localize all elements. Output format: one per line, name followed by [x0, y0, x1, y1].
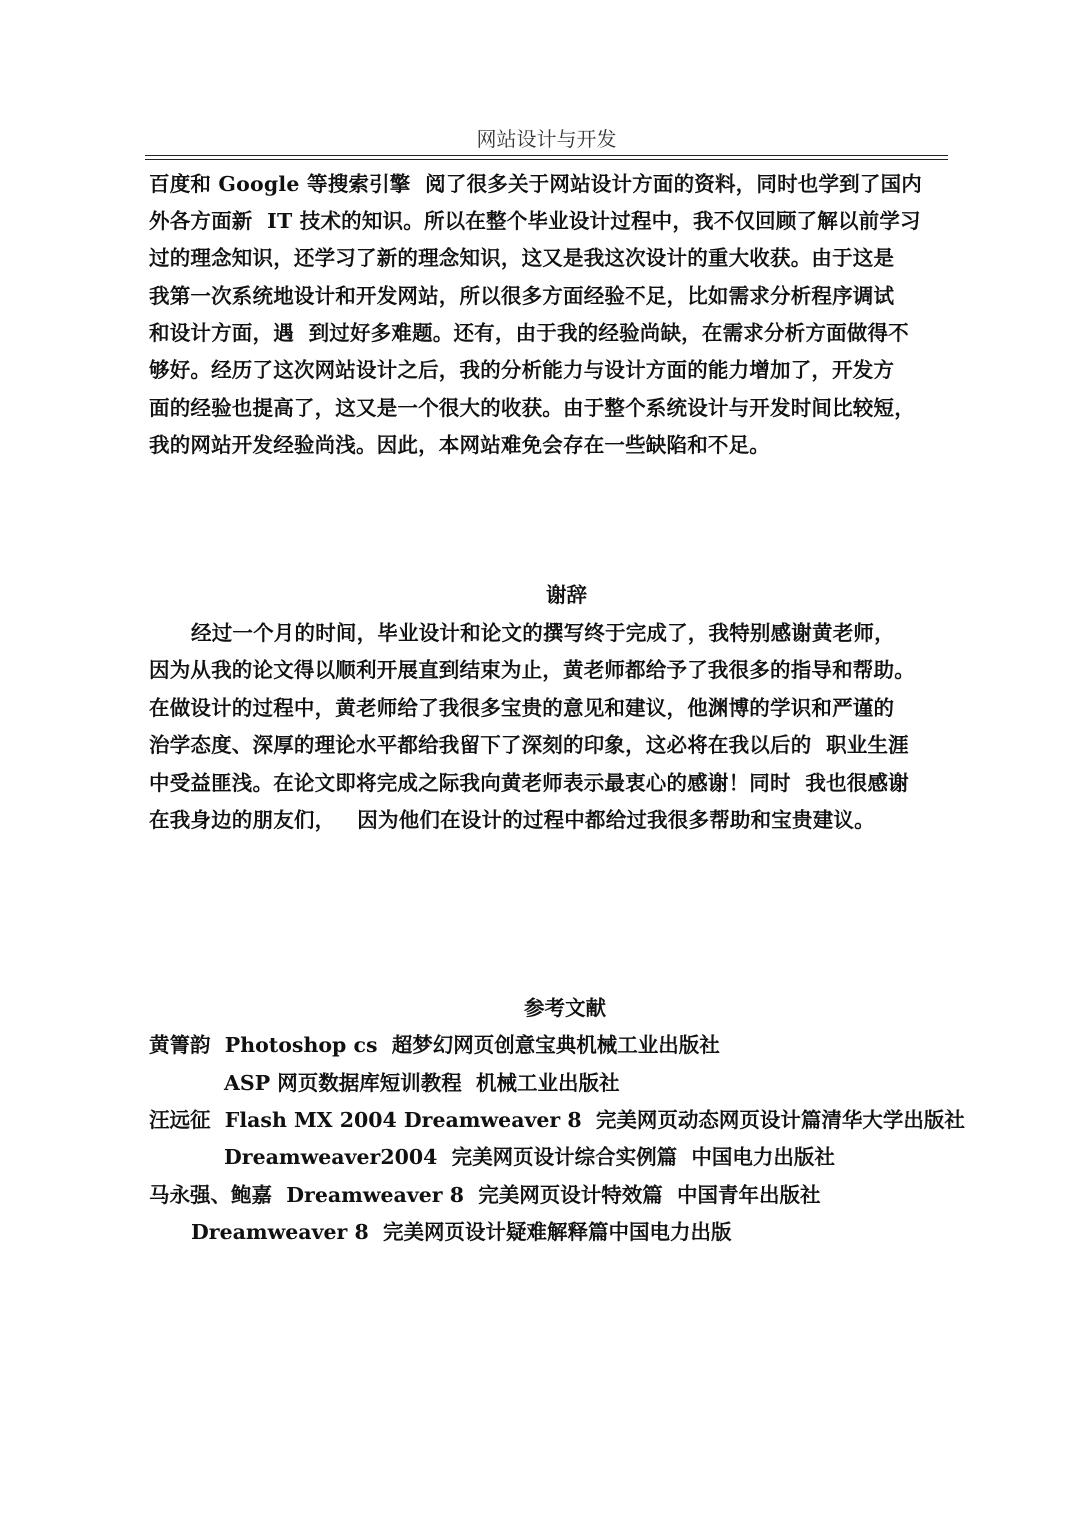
reference-item: Dreamweaver2004 完美网页设计综合实例篇 中国电力出版社	[224, 1145, 835, 1169]
reference-item: 黄箐韵 Photoshop cs 超梦幻网页创意宝典机械工业出版社	[149, 1033, 720, 1057]
reference-item: 汪远征 Flash MX 2004 Dreamweaver 8 完美网页动态网页设计篇清华大学出版社	[149, 1108, 965, 1132]
text-line: 和设计方面，遇 到过好多难题。还有，由于我的经验尚缺，在需求分析方面做得不	[149, 321, 909, 345]
text-line: 够好。经历了这次网站设计之后，我的分析能力与设计方面的能力增加了，开发方	[149, 358, 895, 382]
reference-item: ASP 网页数据库短训教程 机械工业出版社	[224, 1071, 620, 1095]
text-line: 百度和 Google 等搜索引擎 阅了很多关于网站设计方面的资料，同时也学到了国内	[149, 172, 922, 196]
text-line: 中受益匪浅。在论文即将完成之际我向黄老师表示最衷心的感谢！同时 我也很感谢	[149, 771, 909, 795]
text-line: 过的理念知识，还学习了新的理念知识，这又是我这次设计的重大收获。由于这是	[149, 246, 895, 270]
text-line: 因为从我的论文得以顺利开展直到结束为止，黄老师都给予了我很多的指导和帮助。	[149, 658, 915, 682]
text-line: 我的网站开发经验尚浅。因此，本网站难免会存在一些缺陷和不足。	[149, 433, 770, 457]
acknowledgement-title: 谢辞	[546, 583, 587, 607]
text-line: 外各方面新 IT 技术的知识。所以在整个毕业设计过程中，我不仅回顾了解以前学习	[149, 209, 921, 233]
text-line: 面的经验也提高了，这又是一个很大的收获。由于整个系统设计与开发时间比较短，	[149, 396, 915, 420]
header-rule-thin	[145, 159, 948, 160]
page-header: 网站设计与开发	[476, 127, 617, 151]
header-rule	[145, 155, 948, 156]
references-title: 参考文献	[524, 996, 606, 1020]
text-line: 经过一个月的时间，毕业设计和论文的撰写终于完成了，我特别感谢黄老师，	[191, 621, 895, 645]
text-line: 治学态度、深厚的理论水平都给我留下了深刻的印象，这必将在我以后的 职业生涯	[149, 733, 909, 757]
text-line: 在我身边的朋友们， 因为他们在设计的过程中都给过我很多帮助和宝贵建议。	[149, 808, 875, 832]
reference-item: Dreamweaver 8 完美网页设计疑难解释篇中国电力出版	[191, 1220, 732, 1244]
reference-item: 马永强、鲍嘉 Dreamweaver 8 完美网页设计特效篇 中国青年出版社	[149, 1183, 821, 1207]
text-line: 我第一次系统地设计和开发网站，所以很多方面经验不足，比如需求分析程序调试	[149, 284, 895, 308]
text-line: 在做设计的过程中，黄老师给了我很多宝贵的意见和建议，他渊博的学识和严谨的	[149, 696, 895, 720]
